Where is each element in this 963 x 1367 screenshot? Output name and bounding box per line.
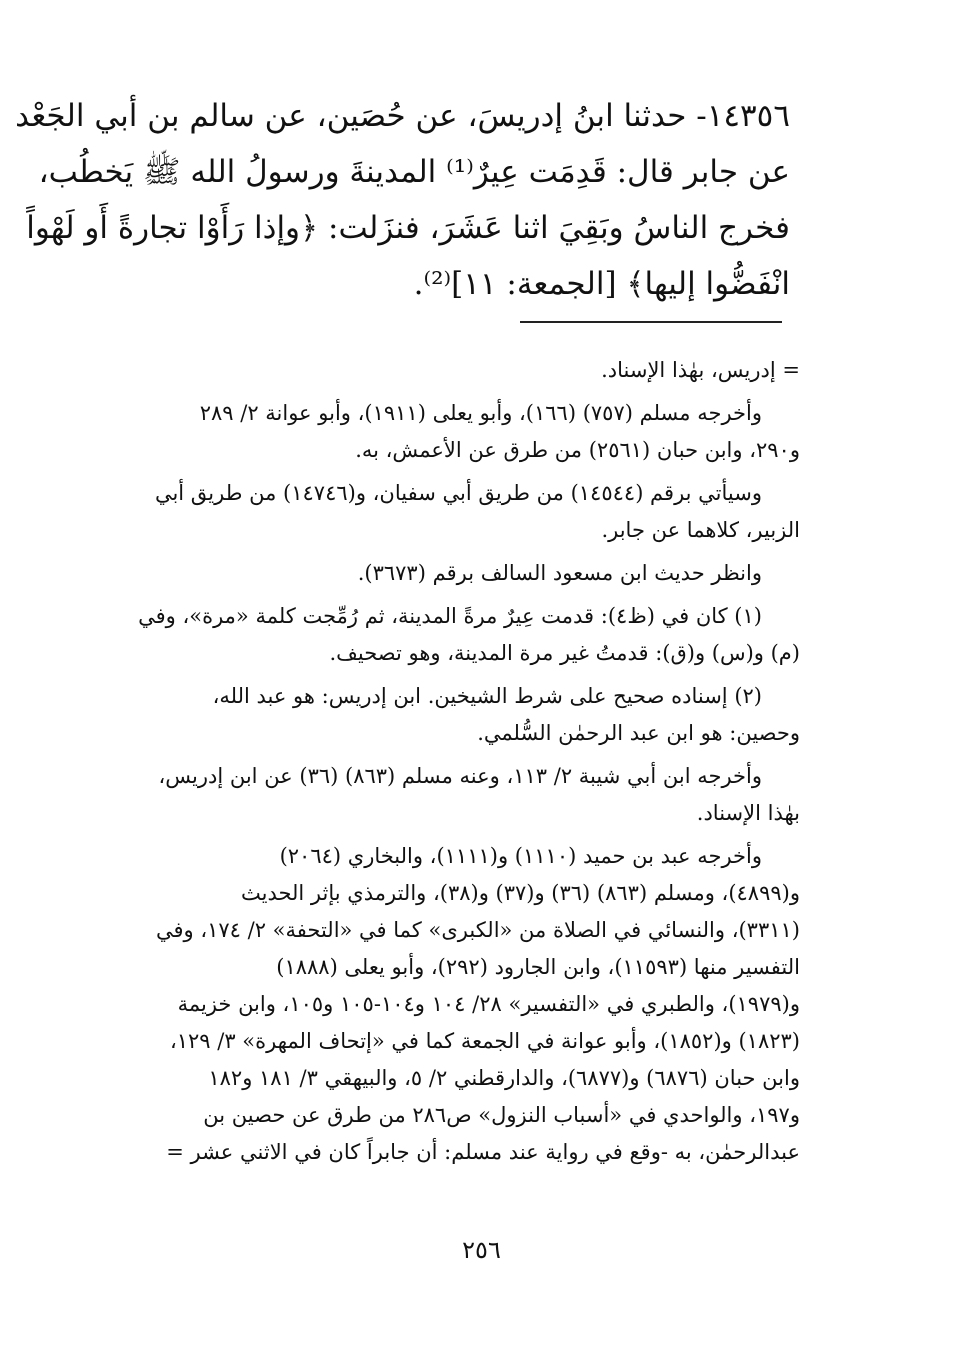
footnote-line: التفسير منها (١١٥٩٣)، وابن الجارود (٢٩٢)، وأبو يعلى (١٨٨٨) (276, 955, 800, 979)
footnote-line: (٣٣١١)، والنسائي في الصلاة من «الكبرى» كما في «التحفة» ٢/ ١٧٤، وفي (155, 918, 800, 942)
footnote-paragraph (82, 838, 800, 1171)
footnote-paragraph (82, 598, 800, 672)
footnote-line: وأخرجه ابن أبي شيبة ٢/ ١١٣، وعنه مسلم (٨٦٣) (٣٦) عن ابن إدريس، (158, 764, 762, 788)
footnote-line: و(١٩٧٩)، والطبري في «التفسير» ٢٨/ ١٠٤ و١٠٤-١٠٥ و١٠٥، وابن خزيمة (177, 992, 800, 1016)
footnote-line: وحصين: هو ابن عبد الرحمٰن السُّلمي. (477, 721, 800, 745)
footnote-line: عبدالرحمٰن، به -وقع في رواية عند مسلم: أن جابراً كان في الاثني عشر = (166, 1140, 800, 1164)
footnote-line: وأخرجه عبد بن حميد (١١١٠) و(١١١١)، والبخاري (٢٠٦٤) (279, 844, 762, 868)
hadith-line: فخرج الناسُ وبَقِيَ اثنا عَشَرَ، فنزَلت: ﴿وإذا رَأَوْا تجارةً أَو لَهْواً (26, 210, 790, 246)
hadith-line: ١٤٣٥٦- حدثنا ابنُ إدريسَ، عن حُصَين، عن سالم بن أبي الجَعْد (15, 98, 790, 134)
footnote-paragraph (82, 395, 800, 469)
footnote-line: (٢) إسناده صحيح على شرط الشيخين. ابن إدريس: هو عبد الله، (212, 684, 762, 708)
footnote-divider (520, 321, 782, 323)
footnote-line: الزبير، كلاهما عن جابر. (601, 518, 800, 542)
footnote-line: وانظر حديث ابن مسعود السالف برقم (٣٦٧٣). (357, 561, 762, 585)
footnote-paragraph (82, 555, 800, 592)
footnote-paragraph (82, 758, 800, 832)
hadith-text (15, 88, 790, 312)
footnote-line: (١) كان في (ظ٤): قدمت عِيرٌ مرةً المدينة، ثم رُمِّجت كلمة «مرة»، وفي (138, 604, 762, 628)
footnote-line: (١٨٢٣) و(١٨٥٢)، وأبو عوانة في الجمعة كما في «إتحاف المهرة» ٣/ ١٢٩، (169, 1029, 800, 1053)
footnote-line: وأخرجه مسلم (٧٥٧) (١٦٦)، وأبو يعلى (١٩١١)، وأبو عوانة ٢/ ٢٨٩ (199, 401, 762, 425)
footnote-line: وابن حبان (٦٨٧٦) و(٦٨٧٧)، والدارقطني ٢/ ٥، والبيهقي ٣/ ١٨١ و١٨٢ (208, 1066, 800, 1090)
footnote-line: (م) و(س) و(ق): قدمتُ غير مرة المدينة، وهو تصحيف. (329, 641, 800, 665)
hadith-line: عن جابر قال: قَدِمَت عِيرٌ⁽¹⁾ المدينةَ ورسولُ الله ﷺ يَخطُب، (38, 154, 790, 190)
footnote-line: بهٰذا الإسناد. (696, 801, 800, 825)
footnote-line: = إدريس، بهٰذا الإسناد. (601, 358, 800, 382)
hadith-line: انْفَضُّوا إليها﴾ [الجمعة: ١١]⁽²⁾. (413, 266, 790, 302)
page-number: ٢٥٦ (462, 1236, 501, 1264)
footnote-line: و٢٩٠، وابن حبان (٢٥٦١) من طرق عن الأعمش، به. (355, 438, 800, 462)
footnote-line: وسيأتي برقم (١٤٥٤٤) من طريق أبي سفيان، و(١٤٧٤٦) من طريق أبي (154, 481, 762, 505)
footnote-paragraph (82, 352, 800, 389)
footnote-line: و١٩٧، والواحدي في «أسباب النزول» ص٢٨٦ من طرق عن حصين بن (203, 1103, 800, 1127)
footnote-line: و(٤٨٩٩)، ومسلم (٨٦٣) (٣٦) و(٣٧) و(٣٨)، والترمذي بإثر الحديث (240, 881, 800, 905)
footnotes (82, 352, 800, 1177)
footnote-paragraph (82, 475, 800, 549)
footnote-paragraph (82, 678, 800, 752)
